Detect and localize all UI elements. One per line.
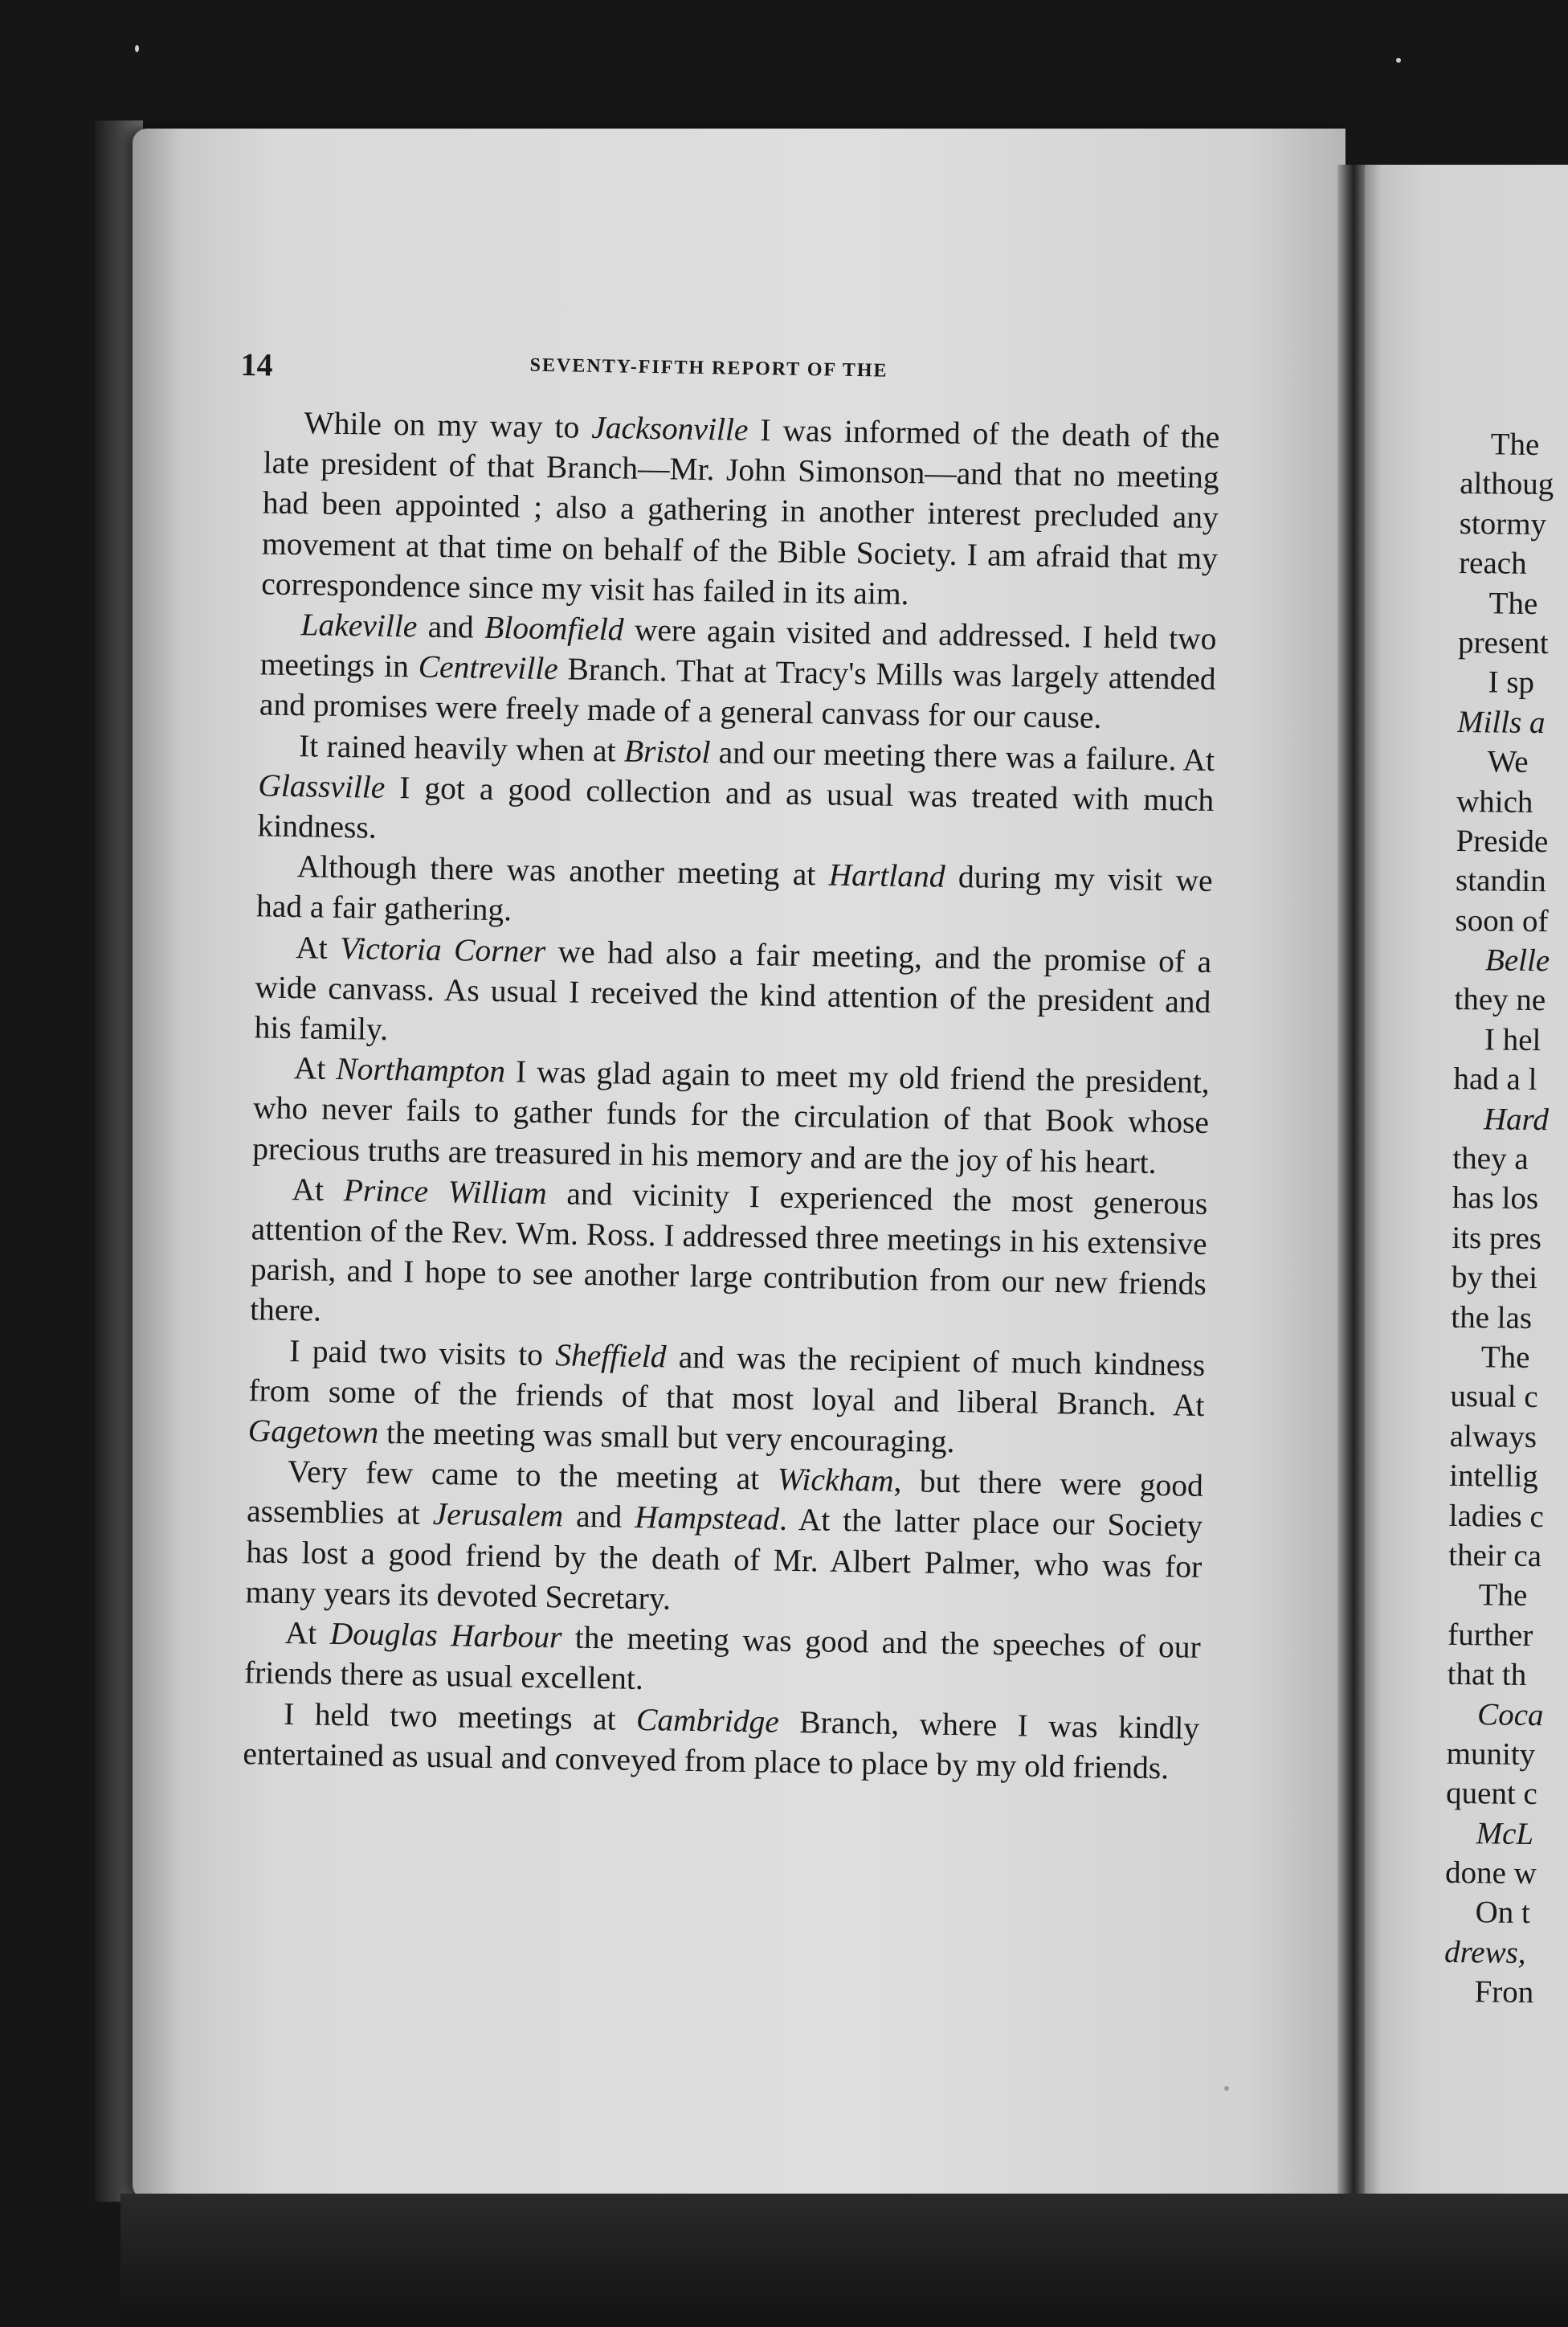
line-fragment: The bbox=[1488, 585, 1538, 621]
text-run: Branch, where I was kindly entertained as usual and conveyed from place to place by my old friends. bbox=[243, 1703, 1200, 1786]
paragraph bbox=[244, 1612, 1201, 1707]
text-run: . At the latter place our Society has lost a good friend by the death of Mr. Albert Palmer, who was for many years its devoted Secretary. bbox=[245, 1502, 1203, 1617]
line-fragment: Belle bbox=[1484, 943, 1550, 979]
text-run: Very few came to the meeting at bbox=[287, 1454, 778, 1497]
line-fragment: Coca bbox=[1476, 1696, 1544, 1732]
line-fragment: munity bbox=[1446, 1736, 1536, 1772]
text-run: and our meeting there was a failure. At bbox=[710, 734, 1215, 778]
text-run: and vicinity I experienced the most generous attention of the Rev. Wm. Ross. I addressed three meetings in his extensive parish, and I hope to see another large contribution from our new friends there. bbox=[249, 1175, 1208, 1329]
line-fragment: Mills a bbox=[1456, 704, 1546, 740]
line-fragment: I hel bbox=[1484, 1022, 1541, 1057]
text-run: the meeting was small but very encouraging. bbox=[378, 1414, 955, 1460]
text-run: Branch. That at Tracy's Mills was largely attended and promises were freely made of a general canvass for our cause. bbox=[259, 651, 1216, 736]
place-name: Cambridge bbox=[635, 1701, 780, 1740]
text-run: were again visited and addressed. I held two meetings in bbox=[259, 611, 1217, 685]
text-run: and was the recipient of much kindness from some of the friends of that most loyal and liberal Branch. At bbox=[248, 1339, 1206, 1423]
place-name: Douglas Harbour bbox=[329, 1616, 562, 1655]
line-fragment: they a bbox=[1452, 1140, 1529, 1176]
place-name: Northampton bbox=[336, 1051, 506, 1090]
line-fragment: ladies c bbox=[1448, 1498, 1545, 1534]
dust-speck bbox=[1396, 58, 1401, 63]
line-fragment: The bbox=[1490, 427, 1540, 463]
line-fragment: Fron bbox=[1474, 1974, 1534, 2010]
place-name: Lakeville bbox=[300, 607, 418, 644]
place-name: Wickham bbox=[777, 1461, 894, 1499]
text-run: At bbox=[295, 929, 341, 966]
line-fragment: On t bbox=[1475, 1895, 1531, 1931]
right-page-text-fragments bbox=[1443, 424, 1568, 2013]
paragraph bbox=[259, 603, 1217, 739]
dust-speck bbox=[1224, 2086, 1229, 2091]
book-gutter bbox=[1337, 165, 1365, 2222]
scan-bottom-edge bbox=[120, 2194, 1568, 2327]
text-run: and bbox=[562, 1498, 635, 1536]
line-fragment: standin bbox=[1455, 863, 1546, 899]
line-fragment: McL bbox=[1476, 1815, 1534, 1851]
text-run: I was informed of the death of the late president of that Branch—Mr. John Simonson—and that no meeting had been appointed ; also a gathering in another interest precluded any movement at that time on behalf of the Bible Society. I am afraid that my correspondence since my visit has failed in its aim. bbox=[261, 411, 1220, 611]
place-name: Glassville bbox=[258, 767, 386, 805]
text-run: , but there were good assemblies at bbox=[246, 1463, 1204, 1532]
paragraph bbox=[256, 846, 1213, 942]
place-name: Jerusalem bbox=[432, 1496, 564, 1534]
text-run: It rained heavily when at bbox=[298, 727, 625, 769]
line-fragment: had a l bbox=[1453, 1061, 1537, 1098]
line-fragment: Hard bbox=[1483, 1101, 1550, 1137]
text-run: the meeting was good and the speeches of our friends there as usual excellent. bbox=[243, 1619, 1202, 1697]
line-fragment: present bbox=[1457, 624, 1550, 661]
place-name: Centreville bbox=[418, 648, 559, 687]
text-run: I got a good collection and as usual was treated with much kindness. bbox=[257, 769, 1215, 845]
place-name: Sheffield bbox=[554, 1336, 667, 1375]
line-fragment: which bbox=[1456, 783, 1533, 820]
text-run: and bbox=[416, 608, 485, 645]
line-fragment: the las bbox=[1451, 1299, 1533, 1335]
line-fragment: that th bbox=[1447, 1657, 1527, 1693]
line-fragment: stormy bbox=[1459, 505, 1547, 542]
text-run: during my visit we had a fair gathering. bbox=[255, 859, 1214, 928]
paragraph bbox=[250, 1168, 1208, 1344]
line-fragment: reach bbox=[1458, 546, 1527, 582]
text-run: At bbox=[292, 1171, 345, 1208]
paragraph bbox=[245, 1451, 1203, 1627]
place-name: Jacksonville bbox=[590, 409, 749, 448]
dust-speck bbox=[135, 45, 139, 52]
line-fragment: always bbox=[1449, 1418, 1537, 1454]
text-run: Although there was another meeting at bbox=[296, 849, 830, 893]
line-fragment: their ca bbox=[1448, 1537, 1542, 1574]
line-fragment: The bbox=[1478, 1577, 1528, 1613]
place-name: Bristol bbox=[623, 733, 711, 770]
line-fragment: they ne bbox=[1454, 982, 1546, 1018]
text-run: At bbox=[284, 1615, 331, 1652]
line-fragment: We bbox=[1487, 744, 1529, 780]
line-fragment: The bbox=[1480, 1339, 1530, 1375]
line-fragment: drews, bbox=[1443, 1934, 1526, 1970]
text-run: we had also a fair meeting, and the promise of a wide canvass. As usual I received the kind attention of the president and his family. bbox=[254, 933, 1212, 1048]
paragraph bbox=[252, 1048, 1210, 1184]
line-fragment: I sp bbox=[1488, 665, 1535, 701]
paragraph bbox=[247, 1330, 1205, 1466]
line-fragment: intellig bbox=[1449, 1458, 1539, 1495]
line-fragment: usual c bbox=[1450, 1379, 1538, 1415]
line-fragment: althoug bbox=[1460, 466, 1554, 502]
line-fragment: done w bbox=[1444, 1855, 1537, 1891]
place-name: Bloomfield bbox=[484, 609, 624, 648]
page-number: 14 bbox=[240, 346, 273, 383]
paragraph bbox=[254, 926, 1211, 1062]
running-head: SEVENTY-FIFTH REPORT OF THE bbox=[529, 354, 888, 382]
body-text bbox=[243, 402, 1220, 1788]
line-fragment: by thei bbox=[1451, 1260, 1538, 1296]
text-run: I was glad again to meet my old friend the president, who never fails to gather funds for the circulation of that Book whose precious truths are treasured in his memory and are the joy of his heart. bbox=[251, 1053, 1211, 1180]
line-fragment: has los bbox=[1452, 1180, 1539, 1217]
paragraph bbox=[243, 1693, 1199, 1789]
line-fragment: its pres bbox=[1452, 1220, 1542, 1256]
paragraph bbox=[257, 725, 1215, 861]
place-name: Prince William bbox=[343, 1172, 548, 1211]
place-name: Hartland bbox=[828, 857, 945, 895]
line-fragment: soon of bbox=[1455, 902, 1549, 939]
place-name: Gagetown bbox=[247, 1413, 379, 1450]
place-name: Victoria Corner bbox=[339, 930, 546, 969]
text-run: I held two meetings at bbox=[283, 1695, 637, 1737]
line-fragment: Preside bbox=[1456, 823, 1549, 860]
text-run: I paid two visits to bbox=[289, 1332, 556, 1372]
text-run: At bbox=[293, 1050, 337, 1087]
place-name: Hampstead bbox=[634, 1499, 780, 1538]
line-fragment: further bbox=[1448, 1617, 1533, 1653]
paragraph bbox=[261, 402, 1220, 619]
text-run: While on my way to bbox=[304, 405, 592, 445]
line-fragment: quent c bbox=[1445, 1776, 1538, 1812]
